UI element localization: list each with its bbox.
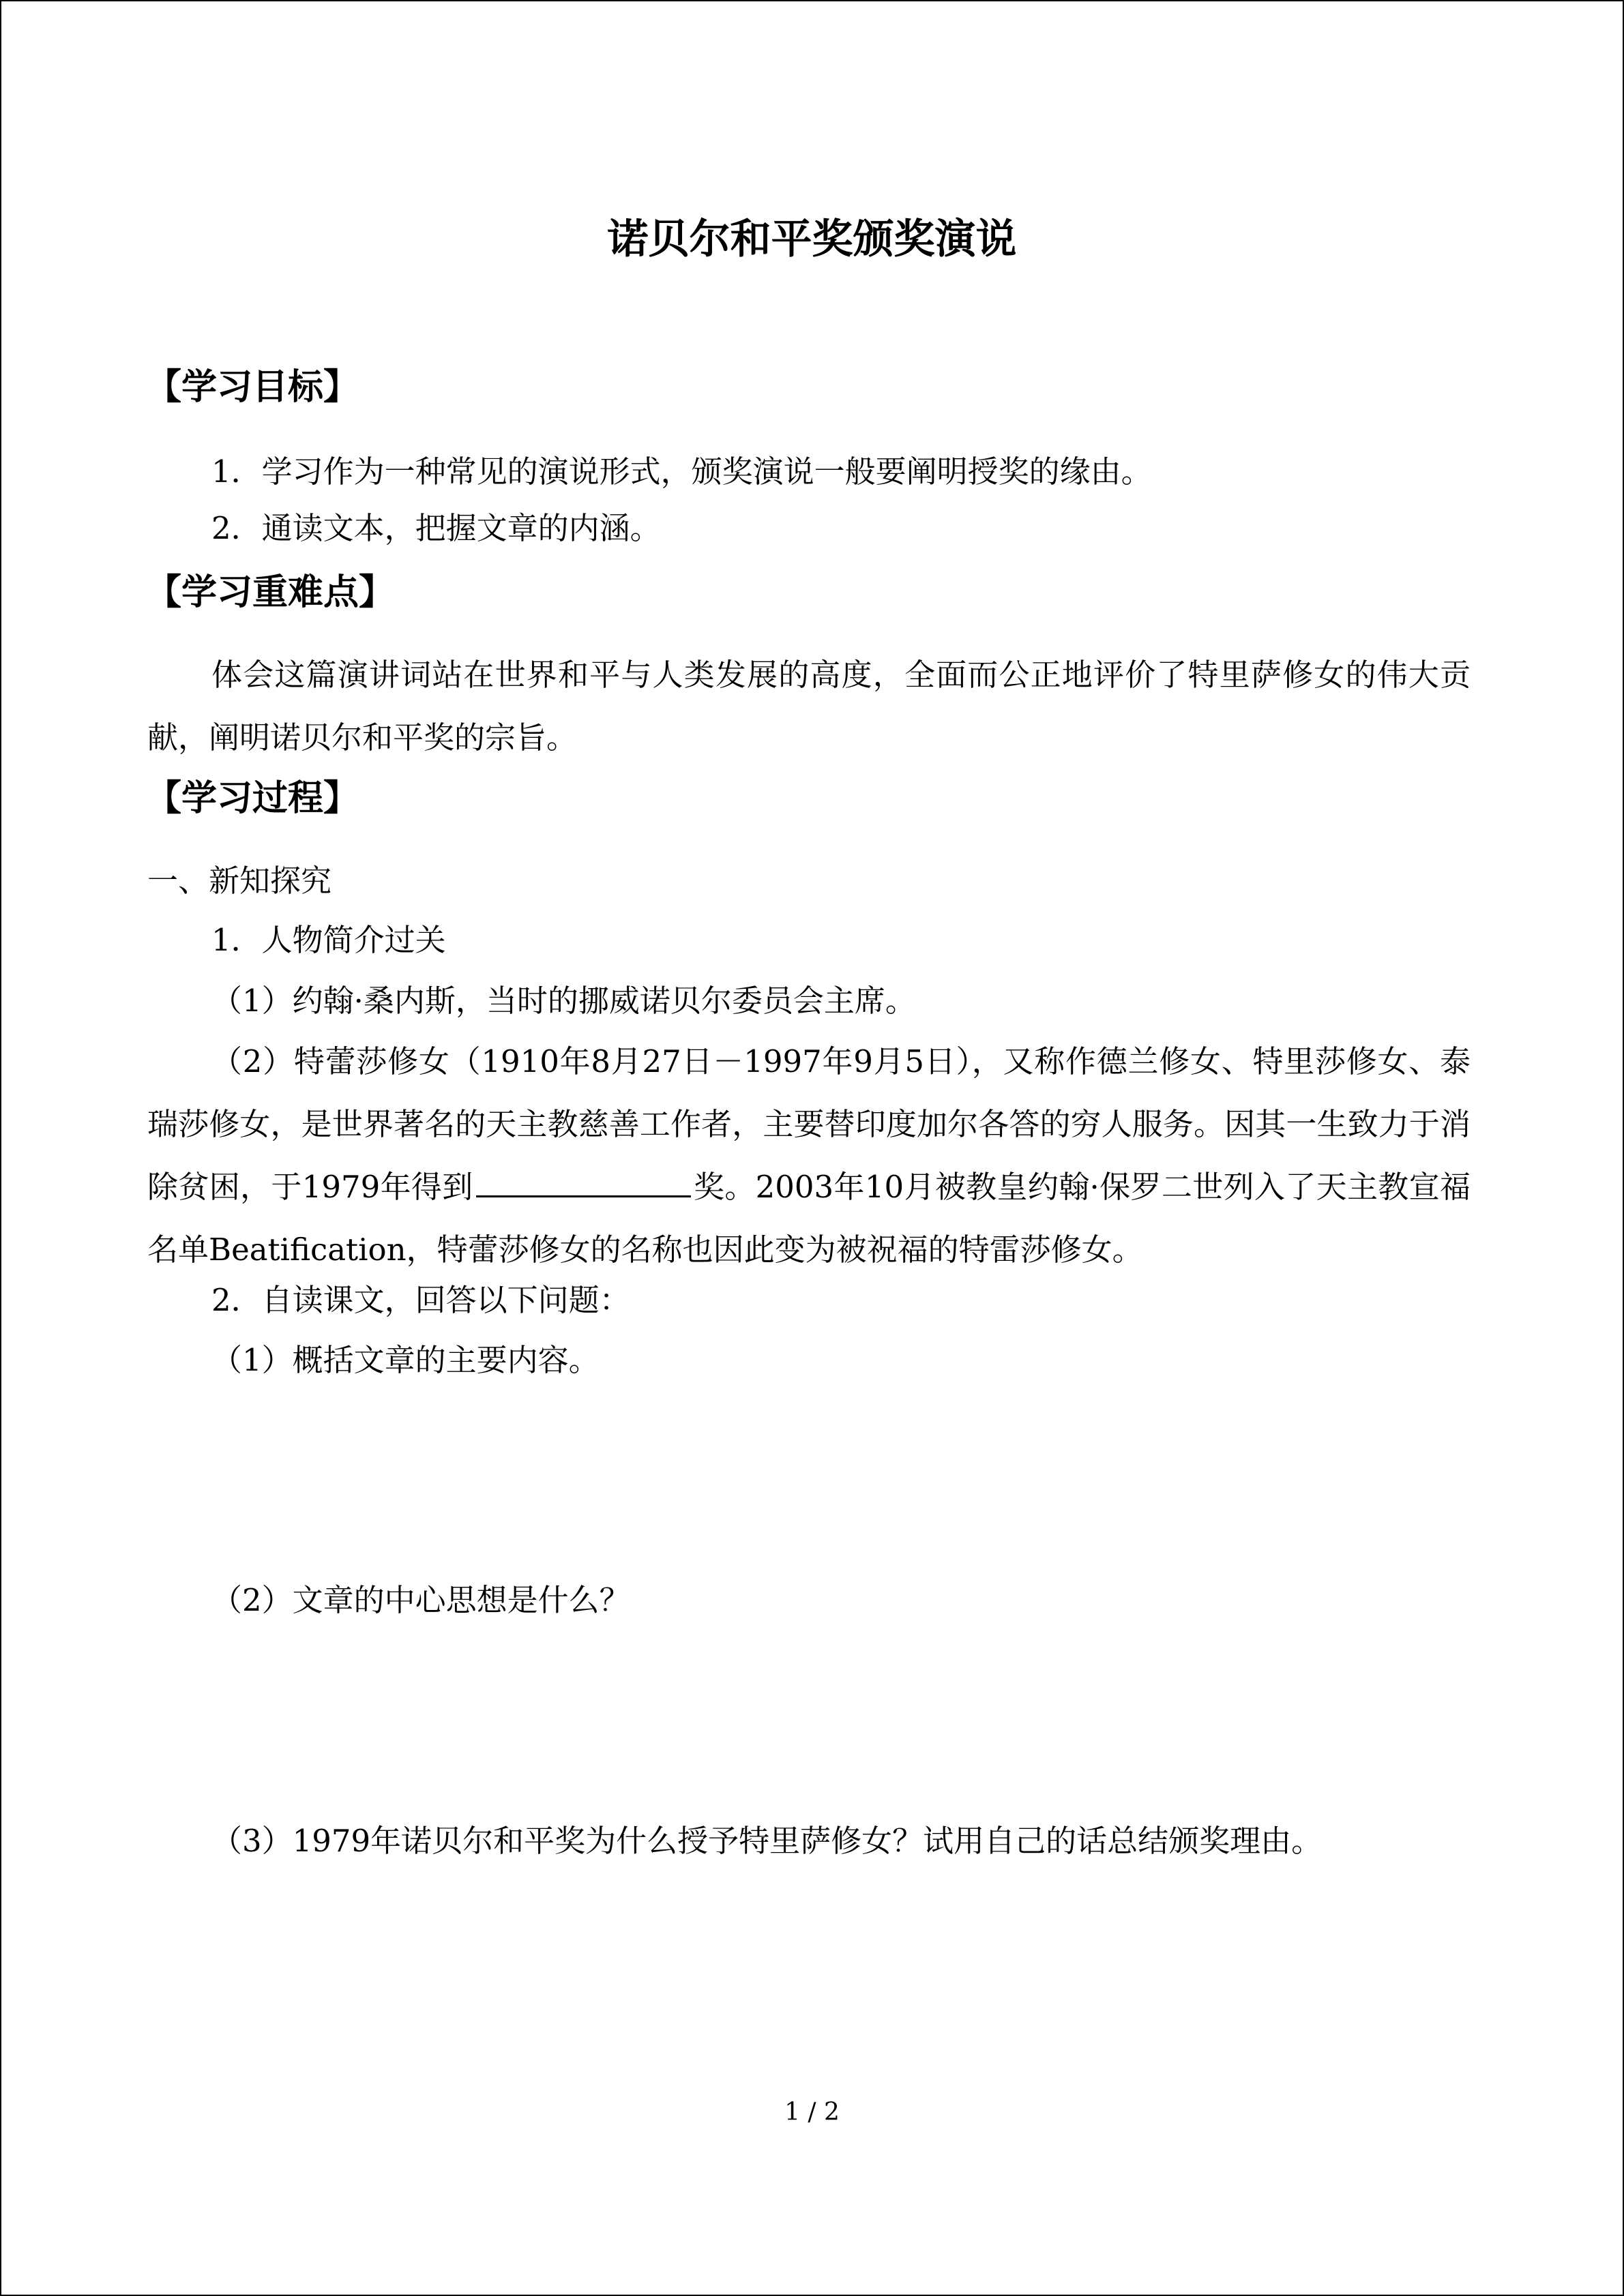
question-1-item-2-before: （2）特蕾莎修女（1910年8月27日－1997年9月5日），又称作德兰修女、特里莎修女、泰瑞莎修女，是世界著名的天主教慈善工作者，主要替印度加尔各答的穷人服务。因其一生致力于消除贫困，于1979年得到 (147, 1043, 1471, 1205)
section-heading-process: 【学习过程】 (146, 778, 359, 819)
page-number: 1 / 2 (784, 2098, 840, 2126)
key-points-text: 体会这篇演讲词站在世界和平与人类发展的高度，全面而公正地评价了特里萨修女的伟大贡献，阐明诺贝尔和平奖的宗旨。 (147, 657, 1471, 756)
goal-item-2: 2．通读文本，把握文章的内涵。 (211, 510, 661, 546)
question-1-item-2 (147, 1030, 1471, 1281)
answer-blank[interactable] (476, 1165, 691, 1197)
question-2-title: 2．自读课文，回答以下问题： (211, 1282, 630, 1318)
question-2-item-1: （1）概括文章的主要内容。 (211, 1342, 600, 1378)
page-title: 诺贝尔和平奖颁奖演说 (607, 215, 1017, 263)
section-heading-key-points: 【学习重难点】 (146, 572, 395, 613)
question-1-item-2-after: 奖。2003年10月被教皇约翰·保罗二世列入了天主教宣福名单Beatification，特蕾莎修女的名称也因此变为被祝福的特雷莎修女。 (147, 1169, 1471, 1268)
question-1-item-1: （1）约翰·桑内斯，当时的挪威诺贝尔委员会主席。 (211, 983, 916, 1019)
section-heading-goals: 【学习目标】 (146, 367, 359, 408)
question-2-item-3: （3）1979年诺贝尔和平奖为什么授予特里萨修女？试用自己的话总结颁奖理由。 (211, 1823, 1323, 1859)
question-1-title: 1．人物简介过关 (211, 922, 446, 958)
part-1-heading: 一、新知探究 (147, 863, 332, 899)
question-2-item-2: （2）文章的中心思想是什么？ (211, 1582, 630, 1618)
goal-item-1: 1．学习作为一种常见的演说形式，颁奖演说一般要阐明授奖的缘由。 (211, 453, 1152, 490)
